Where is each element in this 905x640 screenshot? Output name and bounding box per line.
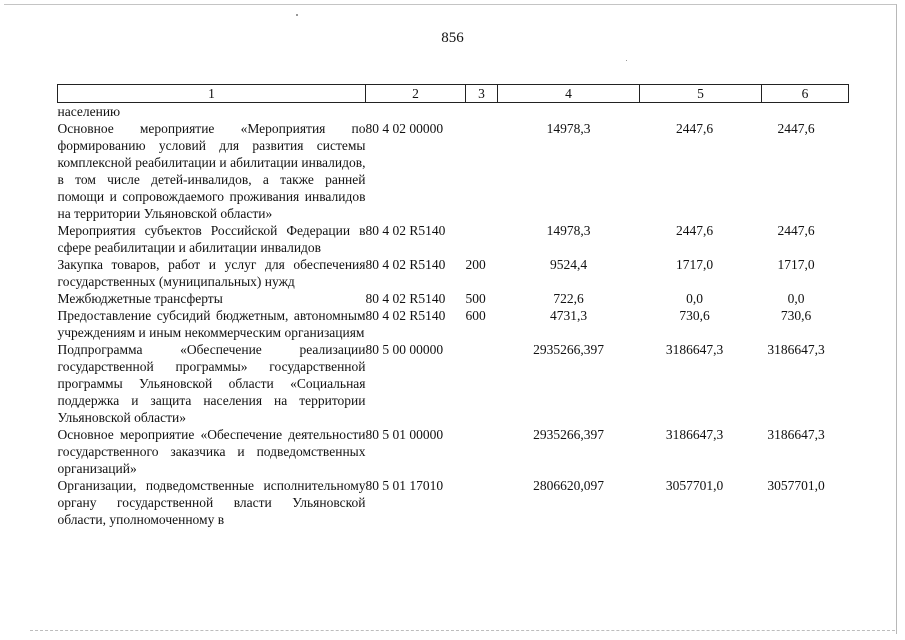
row-description: населению: [57, 104, 121, 119]
row-code: 80 4 02 R5140: [365, 291, 446, 306]
row-description: Основное мероприятие «Мероприятия по формированию условий для развития системы комплексной реабилитации и абилитации инвалидов, в том числе детей-инвалидов, а также ранней помощи и сопровождаемого проживания инвалидов на территории Ульяновской области»: [57, 121, 366, 221]
row-value-col5: 2447,6: [675, 223, 714, 238]
table-row: [58, 426, 849, 477]
column-header: 2: [366, 85, 466, 103]
row-code: 80 4 02 R5140: [365, 257, 446, 272]
scan-speck: [296, 14, 298, 16]
table-row: [58, 290, 849, 307]
budget-table: [57, 84, 849, 528]
row-expense-type: [466, 426, 498, 477]
row-expense-type: [466, 103, 498, 121]
row-expense-type: 600: [465, 308, 486, 323]
row-value-col4: 9524,4: [549, 257, 588, 272]
row-value-col4: 14978,3: [546, 121, 591, 136]
column-header: 1: [58, 85, 366, 103]
row-value-col6: [762, 103, 849, 121]
column-header: 4: [498, 85, 640, 103]
row-value-col6: 1717,0: [777, 257, 815, 272]
row-value-col6: 3057701,0: [767, 478, 825, 493]
row-value-col4: 722,6: [553, 291, 584, 306]
row-code: 80 4 02 00000: [365, 121, 444, 136]
table-row: [58, 222, 849, 256]
row-code: 80 5 01 17010: [365, 478, 444, 493]
column-header: 6: [762, 85, 849, 103]
row-value-col5: 1717,0: [675, 257, 714, 272]
page-bottom-edge: [30, 630, 895, 631]
row-value-col4: [498, 103, 640, 121]
row-value-col6: 3186647,3: [767, 342, 825, 357]
row-expense-type: 500: [465, 291, 486, 306]
row-value-col4: 2806620,097: [533, 478, 604, 493]
row-value-col4: 2935266,397: [533, 427, 604, 442]
table-body: [58, 103, 849, 529]
row-description: Организации, подведомственные исполнительному органу государственной власти Ульяновской области, уполномоченному в: [57, 478, 366, 527]
row-value-col6: 2447,6: [777, 223, 815, 238]
row-value-col5: 3186647,3: [665, 342, 724, 357]
row-expense-type: [466, 477, 498, 528]
row-expense-type: 200: [465, 257, 486, 272]
row-description: Закупка товаров, работ и услуг для обеспечения государственных (муниципальных) нужд: [57, 257, 366, 289]
row-expense-type: [466, 222, 498, 256]
row-value-col6: 2447,6: [777, 121, 815, 136]
row-value-col6: 730,6: [780, 308, 812, 323]
table-row: [58, 477, 849, 528]
row-description: Мероприятия субъектов Российской Федерации в сфере реабилитации и абилитации инвалидов: [57, 223, 366, 255]
table-row: [58, 120, 849, 222]
row-value-col5: 3057701,0: [665, 478, 724, 493]
row-description: Межбюджетные трансферты: [57, 291, 223, 306]
row-description: Основное мероприятие «Обеспечение деятельности государственного заказчика и подведомственных организаций»: [57, 427, 366, 476]
row-value-col5: [640, 103, 762, 121]
row-code: 80 5 00 00000: [365, 342, 444, 357]
column-header: 5: [640, 85, 762, 103]
row-value-col4: 14978,3: [546, 223, 591, 238]
row-expense-type: [466, 341, 498, 426]
row-value-col6: 3186647,3: [767, 427, 825, 442]
row-value-col4: 4731,3: [549, 308, 588, 323]
header-row: [58, 85, 849, 103]
row-code: 80 4 02 R5140: [365, 308, 446, 323]
column-header: 3: [466, 85, 498, 103]
row-description: Предоставление субсидий бюджетным, автономным учреждениям и иным некоммерческим организациям: [57, 308, 366, 340]
row-value-col5: 3186647,3: [665, 427, 724, 442]
row-value-col4: 2935266,397: [533, 342, 604, 357]
row-code: [366, 103, 466, 121]
row-value-col5: 0,0: [686, 291, 703, 306]
table-row: [58, 256, 849, 290]
table-row: [58, 103, 849, 121]
row-expense-type: [466, 120, 498, 222]
row-value-col5: 730,6: [679, 308, 710, 323]
row-code: 80 4 02 R5140: [365, 223, 446, 238]
row-value-col5: 2447,6: [675, 121, 714, 136]
page-number: 856: [441, 30, 464, 46]
scan-speck: [626, 60, 627, 61]
row-code: 80 5 01 00000: [365, 427, 444, 442]
row-description: Подпрограмма «Обеспечение реализации государственной программы» государственной программы Ульяновской области «Социальная поддержка и защита населения на территории Ульяновской области»: [57, 342, 366, 425]
table-row: [58, 341, 849, 426]
table-row: [58, 307, 849, 341]
row-value-col6: 0,0: [787, 291, 805, 306]
